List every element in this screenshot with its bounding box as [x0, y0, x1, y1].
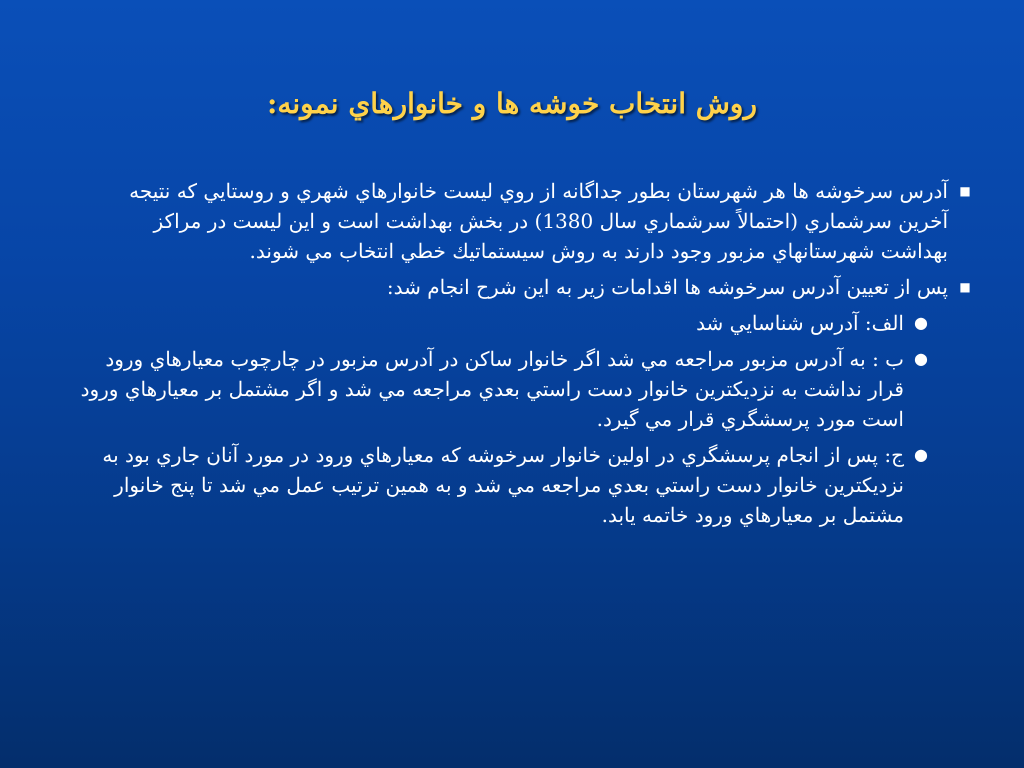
sub-bullet-item-a: [80, 308, 928, 338]
bullet-item-2: [80, 272, 971, 302]
slide-content: [80, 176, 971, 536]
bullet-item-text: پس از تعيين آدرس سرخوشه ها اقدامات زير به اين شرح انجام شد:: [386, 275, 948, 299]
slide-title: روش انتخاب خوشه ها و خانوارهاي نمونه:: [267, 87, 757, 120]
sub-bullet-item-b: [80, 344, 928, 434]
sub-bullet-item-c: [80, 440, 928, 530]
round-bullet-icon: ●: [914, 349, 928, 368]
bullet-item-text: آدرس سرخوشه ها هر شهرستان بطور جداگانه از روي ليست خانوارهاي شهري و روستايي كه نتيجه آخرين سرشماري (احتمالاً سرشماري سال 1380) در بخش بهداشت است و اين ليست در مراكز بهداشت شهرستانهاي مزبور وجود دارند به روش سيستماتيك خطي انتخاب مي شوند.: [129, 179, 948, 263]
sub-bullet-item-text: ج: پس از انجام پرسشگري در اولين خانوار سرخوشه كه معيارهاي ورود در مورد آنان جاري بود به نزديكترين خانوار دست راستي بعدي مراجعه مي شد و به همين ترتيب عمل مي شد تا پنج خانوار مشتمل بر معيارهاي ورود خاتمه يابد.: [102, 443, 904, 527]
square-bullet-icon: ■: [959, 184, 971, 198]
bullet-item-1: [80, 176, 971, 266]
sub-bullet-item-text: ب : به آدرس مزبور مراجعه مي شد اگر خانوار ساكن در آدرس مزبور در چارچوب معيارهاي ورود قرار نداشت به نزديكترين خانوار دست راستي بعدي مراجعه مي شد و اگر مشتمل بر معيارهاي ورود است مورد پرسشگري قرار مي گيرد.: [80, 347, 904, 431]
round-bullet-icon: ●: [914, 313, 928, 332]
sub-bullet-item-text: الف: آدرس شناسايي شد: [696, 311, 904, 335]
round-bullet-icon: ●: [914, 445, 928, 464]
square-bullet-icon: ■: [959, 280, 971, 294]
